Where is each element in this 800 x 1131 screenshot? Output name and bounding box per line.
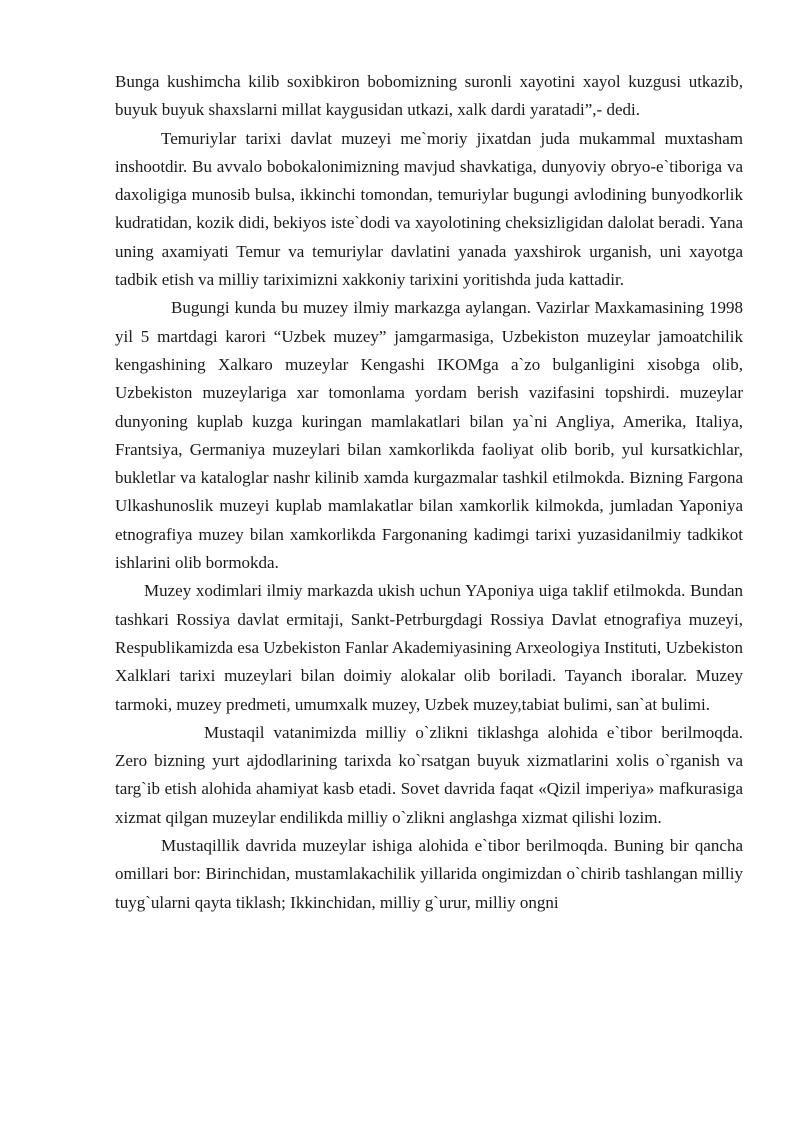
paragraph-6: Mustaqillik davrida muzeylar ishiga alohida e`tibor berilmoqda. Buning bir qancha omillari bor: Birinchidan, mustamlakachilik yillarida ongimizdan o`chirib tashlangan milliy tuyg`ularni qayta tiklash; Ikkinchidan, milliy g`urur, milliy ongni bbox=[115, 836, 743, 912]
document-page bbox=[115, 68, 743, 917]
paragraph-3: Bugungi kunda bu muzey ilmiy markazga aylangan. Vazirlar Maxkamasining 1998 yil 5 martdagi karori “Uzbek muzey” jamgarmasiga, Uzbekiston muzeylar jamoatchilik kengashining Xalkaro muzeylar Kengashi IKOMga a`zo bulganligini xisobga olib, Uzbekiston muzeylariga xar tomonlama yordam berish vazifasini topshirdi. muzeylar dunyoning kuplab kuzga kuringan mamlakatlari bilan ya`ni Angliya, Amerika, Italiya, Frantsiya, Germaniya muzeylari bilan xamkorlikda faoliyat olib borib, yul kursatkichlar, bukletlar va kataloglar nashr kilinib xamda kurgazmalar tashkil etilmokda. Bizning Fargona Ulkashunoslik muzeyi kuplab mamlakatlar bilan xamkorlik kilmokda, jumladan Yaponiya etnografiya muzey bilan xamkorlikda Fargonaning kadimgi tarixi yuzasidanilmiy tadkikot ishlarini olib bormokda. bbox=[115, 298, 743, 573]
paragraph-1: Bunga kushimcha kilib soxibkiron bobomizning suronli xayotini xayol kuzgusi utkazib, buyuk buyuk shaxslarni millat kaygusidan utkazi, xalk dardi yaratadi”,- dedi. bbox=[115, 72, 743, 120]
paragraph-5: Mustaqil vatanimizda milliy o`zlikni tiklashga alohida e`tibor berilmoqda. Zero bizning yurt ajdodlarining tarixda ko`rsatgan buyuk xizmatlarini xolis o`rganish va targ`ib etish alohida ahamiyat kasb etadi. Sovet davrida faqat «Qizil imperiya» mafkurasiga xizmat qilgan muzeylar endilikda milliy o`zlikni anglashga xizmat qilishi lozim. bbox=[115, 722, 743, 827]
paragraph-2: Temuriylar tarixi davlat muzeyi me`moriy jixatdan juda mukammal muxtasham inshootdir. Bu avvalo bobokalonimizning mavjud shavkatiga, dunyoviy obryo-e`tiboriga va daxoligiga munosib bulsa, ikkinchi tomondan, temuriylar bugungi avlodining bunyodkorlik kudratidan, kozik didi, bekiyos iste`dodi va xayolotining cheksizligidan dalolat beradi. Yana uning axamiyati Temur va temuriylar davlatini yanada yaxshirok urganish, uni xayotga tadbik etish va milliy tariximizni xakkoniy tarixini yoritishda juda kattadir. bbox=[115, 128, 743, 290]
paragraph-4: Muzey xodimlari ilmiy markazda ukish uchun YAponiya uiga taklif etilmokda. Bundan tashkari Rossiya davlat ermitaji, Sankt-Petrburgdagi Rossiya Davlat etnografiya muzeyi, Respublikamizda esa Uzbekiston Fanlar Akademiyasining Arxeologiya Instituti, Uzbekiston Xalklari tarixi muzeylari bilan doimiy alokalar olib boriladi. Tayanch iboralar. Muzey tarmoki, muzey predmeti, umumxalk muzey, Uzbek muzey,tabiat bulimi, san`at bulimi. bbox=[115, 581, 743, 714]
